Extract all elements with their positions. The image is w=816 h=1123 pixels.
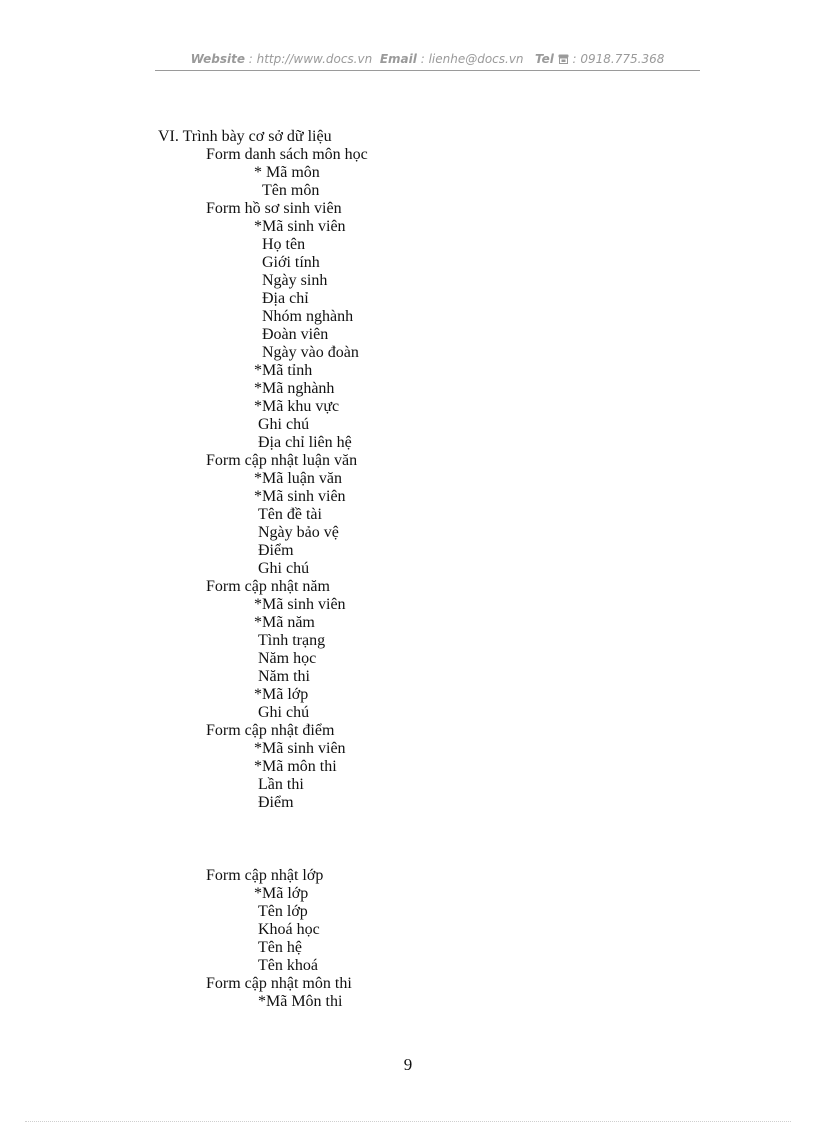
field-item: Tên đề tài bbox=[258, 506, 322, 523]
field-item: Ngày bảo vệ bbox=[258, 524, 339, 541]
page-header bbox=[155, 51, 700, 67]
section-heading: VI. Trình bày cơ sở dữ liệu bbox=[158, 128, 332, 145]
header-divider bbox=[155, 70, 700, 71]
form-title: Form hồ sơ sinh viên bbox=[206, 200, 342, 217]
field-item: Đoàn viên bbox=[262, 326, 329, 343]
tel-label: Tel bbox=[535, 52, 554, 66]
field-item: Tên khoá bbox=[258, 957, 318, 974]
field-item: Tên lớp bbox=[258, 903, 308, 920]
form-title: Form cập nhật lớp bbox=[206, 867, 324, 884]
form-title: Form cập nhật năm bbox=[206, 578, 330, 595]
field-item: Giới tính bbox=[262, 254, 320, 271]
field-item: *Mã Môn thi bbox=[258, 993, 343, 1010]
field-item: Năm học bbox=[258, 650, 317, 667]
field-item: * Mã môn bbox=[254, 164, 320, 181]
field-item: Điểm bbox=[258, 542, 294, 559]
field-item: *Mã môn thi bbox=[254, 758, 337, 775]
form-title: Form cập nhật điểm bbox=[206, 722, 335, 739]
phone-icon bbox=[558, 54, 569, 64]
form-title: Form danh sách môn học bbox=[206, 146, 368, 163]
field-item: Ghi chú bbox=[258, 560, 310, 577]
website-label: Website bbox=[190, 52, 245, 66]
field-item: Ghi chú bbox=[258, 416, 310, 433]
field-item: *Mã năm bbox=[254, 614, 315, 631]
field-item: Nhóm nghành bbox=[262, 308, 354, 325]
field-item: Địa chỉ liên hệ bbox=[258, 434, 352, 451]
form-title: Form cập nhật luận văn bbox=[206, 452, 358, 469]
field-item: Lần thi bbox=[258, 776, 304, 793]
field-item: Địa chỉ bbox=[262, 290, 309, 307]
field-item: Ngày vào đoàn bbox=[262, 344, 359, 361]
field-item: *Mã sinh viên bbox=[254, 740, 346, 757]
field-item: *Mã lớp bbox=[254, 686, 309, 703]
field-item: *Mã tỉnh bbox=[254, 362, 313, 379]
website-value: : http://www.docs.vn bbox=[244, 52, 373, 66]
tel-value: : 0918.775.368 bbox=[568, 52, 665, 66]
field-item: *Mã lớp bbox=[254, 885, 309, 902]
email-label: Email bbox=[379, 52, 417, 66]
field-item: Tên môn bbox=[262, 182, 320, 199]
field-item: Ngày sinh bbox=[262, 272, 328, 289]
field-item: *Mã nghành bbox=[254, 380, 335, 397]
footer-divider bbox=[25, 1121, 791, 1122]
field-item: *Mã sinh viên bbox=[254, 488, 346, 505]
field-item: Họ tên bbox=[262, 236, 306, 253]
field-item: Ghi chú bbox=[258, 704, 310, 721]
field-item: *Mã sinh viên bbox=[254, 596, 346, 613]
form-title: Form cập nhật môn thi bbox=[206, 975, 352, 992]
field-item: Tên hệ bbox=[258, 939, 302, 956]
field-item: Tình trạng bbox=[258, 632, 326, 649]
field-item: *Mã sinh viên bbox=[254, 218, 346, 235]
field-item: *Mã luận văn bbox=[254, 470, 342, 487]
field-item: *Mã khu vực bbox=[254, 398, 340, 415]
email-value: : lienhe@docs.vn bbox=[416, 52, 524, 66]
field-item: Năm thi bbox=[258, 668, 310, 685]
field-item: Điểm bbox=[258, 794, 294, 811]
page-number: 9 bbox=[403, 1055, 413, 1074]
field-item: Khoá học bbox=[258, 921, 320, 938]
